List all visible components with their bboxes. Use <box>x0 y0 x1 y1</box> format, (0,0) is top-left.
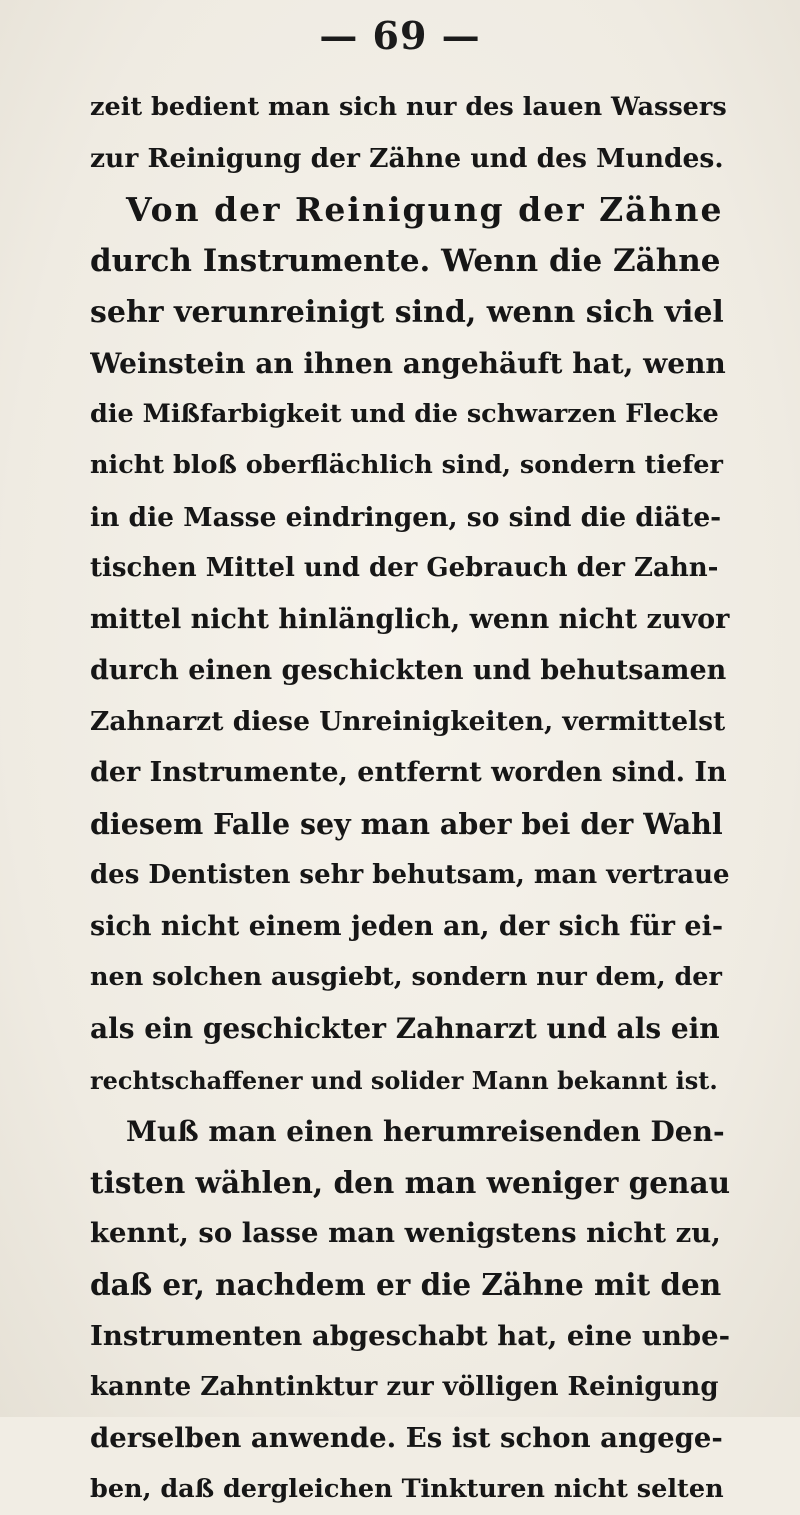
text-line: tischen Mittel und der Gebrauch der Zahn- <box>90 552 719 583</box>
text-line: die Mißfarbigkeit und die schwarzen Flecke <box>90 399 719 430</box>
text-line: zeit bedient man sich nur des lauen Wassers <box>90 92 727 122</box>
text-line: daß er, nachdem er die Zähne mit den <box>90 1267 722 1303</box>
text-line: nen solchen ausgiebt, sondern nur dem, der <box>90 962 722 993</box>
text-line: Muß man einen herumreisenden Den- <box>126 1114 725 1148</box>
text-line: ben, daß dergleichen Tinkturen nicht selten <box>90 1474 724 1505</box>
text-line: als ein geschickter Zahnarzt und als ein <box>90 1012 720 1046</box>
text-line: der Instrumente, entfernt worden sind. In <box>90 757 727 789</box>
section-heading-line: durch Instrumente. Wenn die Zähne <box>90 242 721 279</box>
page-number: — 69 — <box>319 13 481 58</box>
text-line: sehr verunreinigt sind, wenn sich viel <box>90 294 724 330</box>
text-line: kennt, so lasse man wenigstens nicht zu, <box>90 1217 721 1250</box>
text-line: in die Masse eindringen, so sind die diäte- <box>90 501 722 533</box>
text-line: des Dentisten sehr behutsam, man vertraue <box>90 859 730 890</box>
text-line: diesem Falle sey man aber bei der Wahl <box>90 806 723 841</box>
body-text <box>90 82 730 1515</box>
text-line: sich nicht einem jeden an, der sich für ei- <box>90 911 724 942</box>
text-line: derselben anwende. Es ist schon angege- <box>90 1421 723 1454</box>
text-line: zur Reinigung der Zähne und des Mundes. <box>90 143 724 175</box>
text-line: nicht bloß oberflächlich sind, sondern tiefer <box>90 450 723 481</box>
text-line: tisten wählen, den man weniger genau <box>90 1164 730 1200</box>
text-line: durch einen geschickten und behutsamen <box>90 655 727 687</box>
text-line: kannte Zahntinktur zur völligen Reinigung <box>90 1371 719 1402</box>
text-line: Weinstein an ihnen angehäuft hat, wenn <box>90 346 726 380</box>
text-line: rechtschaffener und solider Mann bekannt ist. <box>90 1065 718 1095</box>
text-line: mittel nicht hinlänglich, wenn nicht zuvor <box>90 603 730 635</box>
text-line: Instrumenten abgeschabt hat, eine unbe- <box>90 1319 730 1352</box>
text-line: Zahnarzt diese Unreinigkeiten, vermittelst <box>90 706 726 738</box>
section-heading-line: Von der Reinigung der Zähne <box>126 190 724 230</box>
